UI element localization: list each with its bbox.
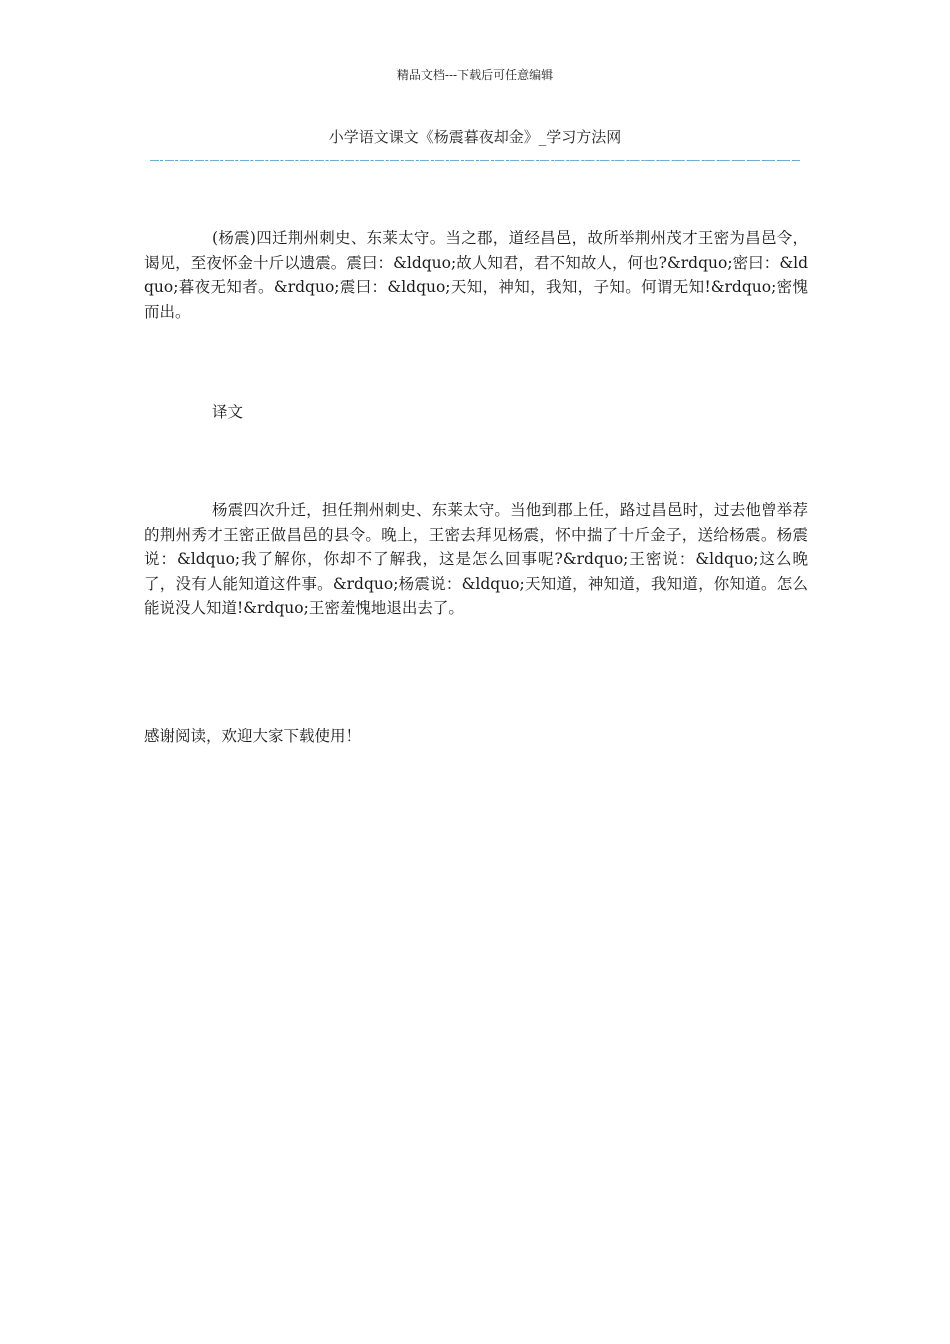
translation-heading: 译文 (212, 403, 244, 421)
closing-message: 感谢阅读，欢迎大家下载使用！ (144, 727, 362, 745)
document-title: 小学语文课文《杨震暮夜却金》_学习方法网 (328, 128, 622, 146)
header-note: 精品文档---下载后可任意编辑 (396, 68, 554, 82)
original-text-paragraph: (杨震)四迁荆州刺史、东莱太守。当之郡，道经昌邑，故所举荆州茂才王密为昌邑令，谒见，至夜怀金十斤以遗震。震曰：&ldquo;故人知君，君不知故人，何也?&rdquo;密曰：&ldquo;暮夜无知者。&rdquo;震曰：&ldquo;天知，神知，我知，子知。何谓无知!&rdquo;密愧而出。 (144, 229, 808, 321)
title-divider (150, 160, 800, 161)
translation-paragraph: 杨震四次升迁，担任荆州刺史、东莱太守。当他到郡上任，路过昌邑时，过去他曾举荐的荆州秀才王密正做昌邑的县令。晚上，王密去拜见杨震，怀中揣了十斤金子，送给杨震。杨震说：&ldquo;我了解你，你却不了解我，这是怎么回事呢?&rdquo;王密说：&ldquo;这么晚了，没有人能知道这件事。&rdquo;杨震说：&ldquo;天知道，神知道，我知道，你知道。怎么能说没人知道!&rdquo;王密羞愧地退出去了。 (144, 501, 808, 617)
